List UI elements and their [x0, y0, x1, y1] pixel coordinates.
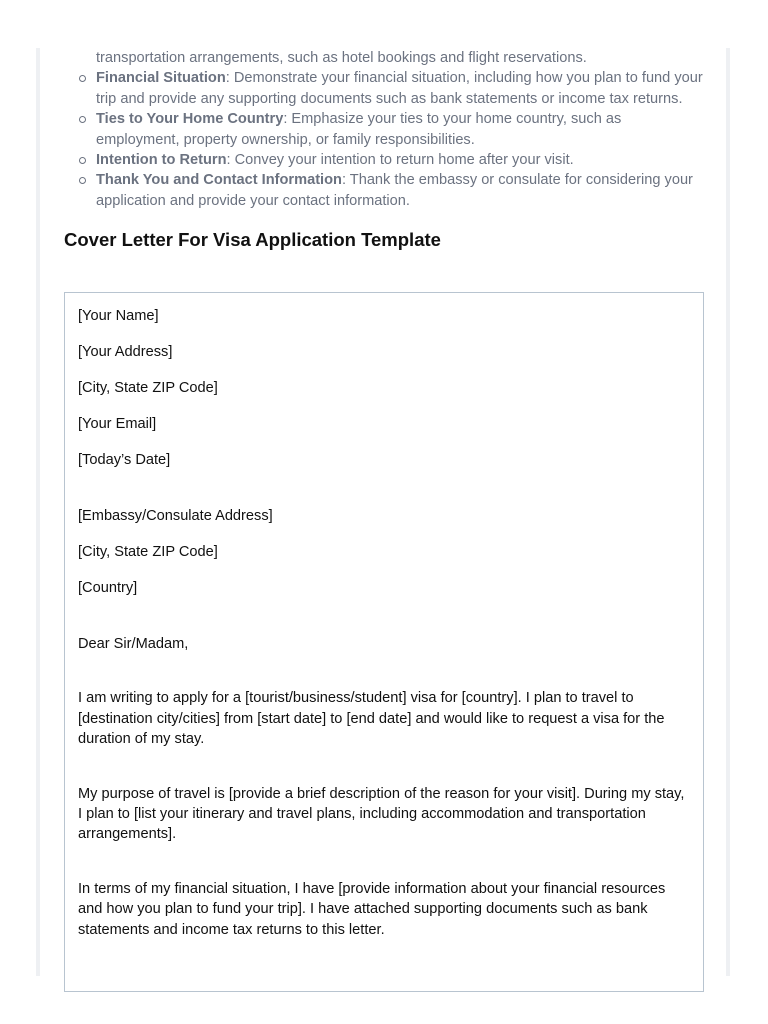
list-item-term: Thank You and Contact Information: [96, 172, 342, 189]
letter-paragraph: My purpose of travel is [provide a brief description of the reason for your visit]. During my stay, I plan to [list your itinerary and travel plans, including accommodation and transportation arrangements].: [78, 785, 685, 843]
sender-city: [City, State ZIP Code]: [78, 380, 218, 396]
sender-address: [Your Address]: [78, 344, 173, 360]
section-heading: Cover Letter For Visa Application Template: [64, 229, 441, 251]
recipient-address: [Embassy/Consulate Address]: [78, 508, 273, 524]
list-item: transportation arrangements, such as hotel bookings and flight reservations.: [96, 50, 587, 66]
letter-paragraph: I am writing to apply for a [tourist/business/student] visa for [country]. I plan to travel to [destination city/cities] from [start date] to [end date] and would like to request a visa for the duration of my stay.: [78, 690, 665, 748]
salutation: Dear Sir/Madam,: [78, 636, 189, 652]
list-item: Ties to Your Home Country: Emphasize your ties to your home country, such as employment, property ownership, or family responsibilities.: [96, 109, 704, 150]
list-item: Financial Situation: Demonstrate your financial situation, including how you plan to fund your trip and provide any supporting documents such as bank statements or income tax returns.: [96, 68, 704, 109]
sender-name: [Your Name]: [78, 308, 159, 324]
sender-email: [Your Email]: [78, 416, 157, 432]
recipient-city: [City, State ZIP Code]: [78, 544, 218, 560]
recipient-country: [Country]: [78, 580, 138, 596]
letter-paragraph: In terms of my financial situation, I have [provide information about your financial resources and how you plan to fund your trip]. I have attached supporting documents such as bank statements and income tax returns to this letter.: [78, 880, 666, 938]
list-item: Thank You and Contact Information: Thank the embassy or consulate for considering your application and provide your contact information.: [96, 170, 704, 211]
letter-date: [Today’s Date]: [78, 452, 171, 468]
letter-template-box: [64, 292, 704, 992]
article-content: [64, 48, 704, 252]
list-item-term: Intention to Return: [96, 152, 227, 169]
list-item: Intention to Return: Convey your intention to return home after your visit.: [96, 150, 704, 170]
list-item-term: Financial Situation: [96, 70, 226, 87]
list-item-term: Ties to Your Home Country: [96, 111, 284, 128]
tips-list: [64, 48, 704, 211]
